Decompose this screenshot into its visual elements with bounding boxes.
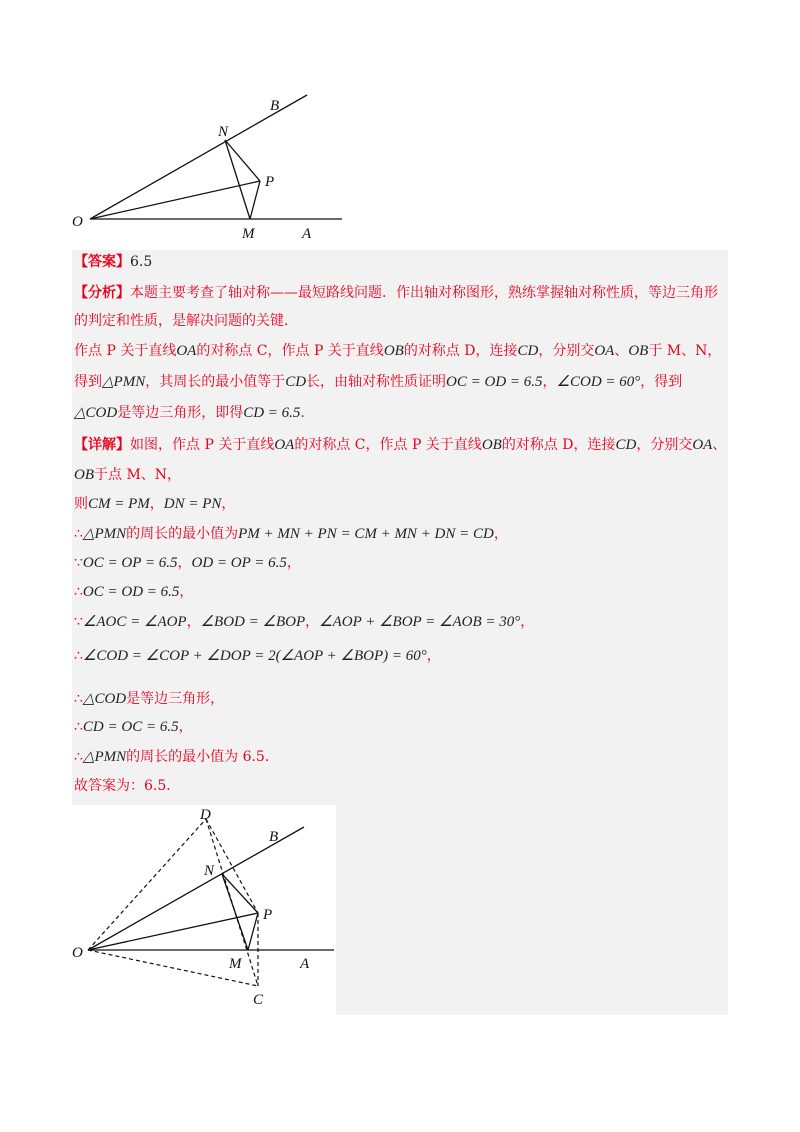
label-O: O bbox=[72, 214, 83, 230]
detail-line-5: ∵OC = OP = 6.5，OD = OP = 6.5， bbox=[74, 555, 301, 571]
analysis-line-5: △COD是等边三角形，即得CD = 6.5． bbox=[74, 405, 315, 421]
label-N: N bbox=[218, 124, 229, 140]
label-D: D bbox=[200, 807, 211, 823]
answer-tag: 【答案】 bbox=[74, 254, 130, 270]
label-A: A bbox=[302, 226, 312, 242]
label-P: P bbox=[263, 907, 273, 923]
label-A: A bbox=[300, 956, 310, 972]
label-O: O bbox=[72, 945, 83, 961]
analysis-line-2 bbox=[74, 311, 298, 331]
label-B: B bbox=[270, 98, 280, 114]
detail-line-12: 故答案为：6.5． bbox=[74, 778, 181, 794]
detail-line-7: ∵∠AOC = ∠AOP，∠BOD = ∠BOP，∠AOP + ∠BOP = ∠AOB = 30°， bbox=[74, 614, 535, 630]
analysis-tag: 【分析】 bbox=[74, 285, 130, 301]
analysis-line-4: 得到△PMN，其周长的最小值等于CD长，由轴对称性质证明OC = OD = 6.5，∠COD = 60°，得到 bbox=[74, 374, 683, 390]
analysis-text: 的判定和性质，是解决问题的关键． bbox=[74, 313, 298, 329]
detail-tag: 【详解】 bbox=[74, 437, 130, 453]
detail-line-9: ∴△COD是等边三角形， bbox=[74, 691, 225, 707]
analysis-text: 本题主要考查了轴对称——最短路线问题．作出轴对称图形，熟练掌握轴对称性质，等边三角形 bbox=[130, 285, 718, 301]
answer-value: 6.5 bbox=[130, 254, 153, 270]
detail-line-4: ∴△PMN的周长的最小值为PM + MN + PN = CM + MN + DN = CD， bbox=[74, 526, 508, 542]
figure-1 bbox=[60, 88, 360, 248]
detail-line-2: OB于点 M、N， bbox=[74, 467, 182, 483]
label-P: P bbox=[265, 174, 275, 190]
answer-line bbox=[74, 252, 152, 272]
detail-line-1: 【详解】如图，作点 P 关于直线OA的对称点 C，作点 P 关于直线OB的对称点 D，连接CD，分别交OA、 bbox=[74, 437, 727, 453]
label-C: C bbox=[253, 992, 264, 1008]
detail-line-3: 则CM = PM，DN = PN， bbox=[74, 496, 236, 512]
analysis-line-3: 作点 P 关于直线OA的对称点 C，作点 P 关于直线OB的对称点 D，连接CD，分别交OA、OB于 M、N， bbox=[74, 343, 722, 359]
detail-line-11: ∴△PMN的周长的最小值为 6.5． bbox=[74, 749, 279, 765]
label-M: M bbox=[229, 956, 242, 972]
detail-line-8: ∴∠COD = ∠COP + ∠DOP = 2(∠AOP + ∠BOP) = 60°， bbox=[74, 648, 441, 664]
detail-line-6: ∴OC = OD = 6.5， bbox=[74, 584, 194, 600]
figure-2 bbox=[64, 805, 336, 1015]
detail-line-10: ∴CD = OC = 6.5， bbox=[74, 719, 193, 735]
analysis-line-1 bbox=[74, 283, 718, 303]
label-M: M bbox=[242, 226, 255, 242]
label-B: B bbox=[269, 829, 279, 845]
label-N: N bbox=[204, 863, 215, 879]
